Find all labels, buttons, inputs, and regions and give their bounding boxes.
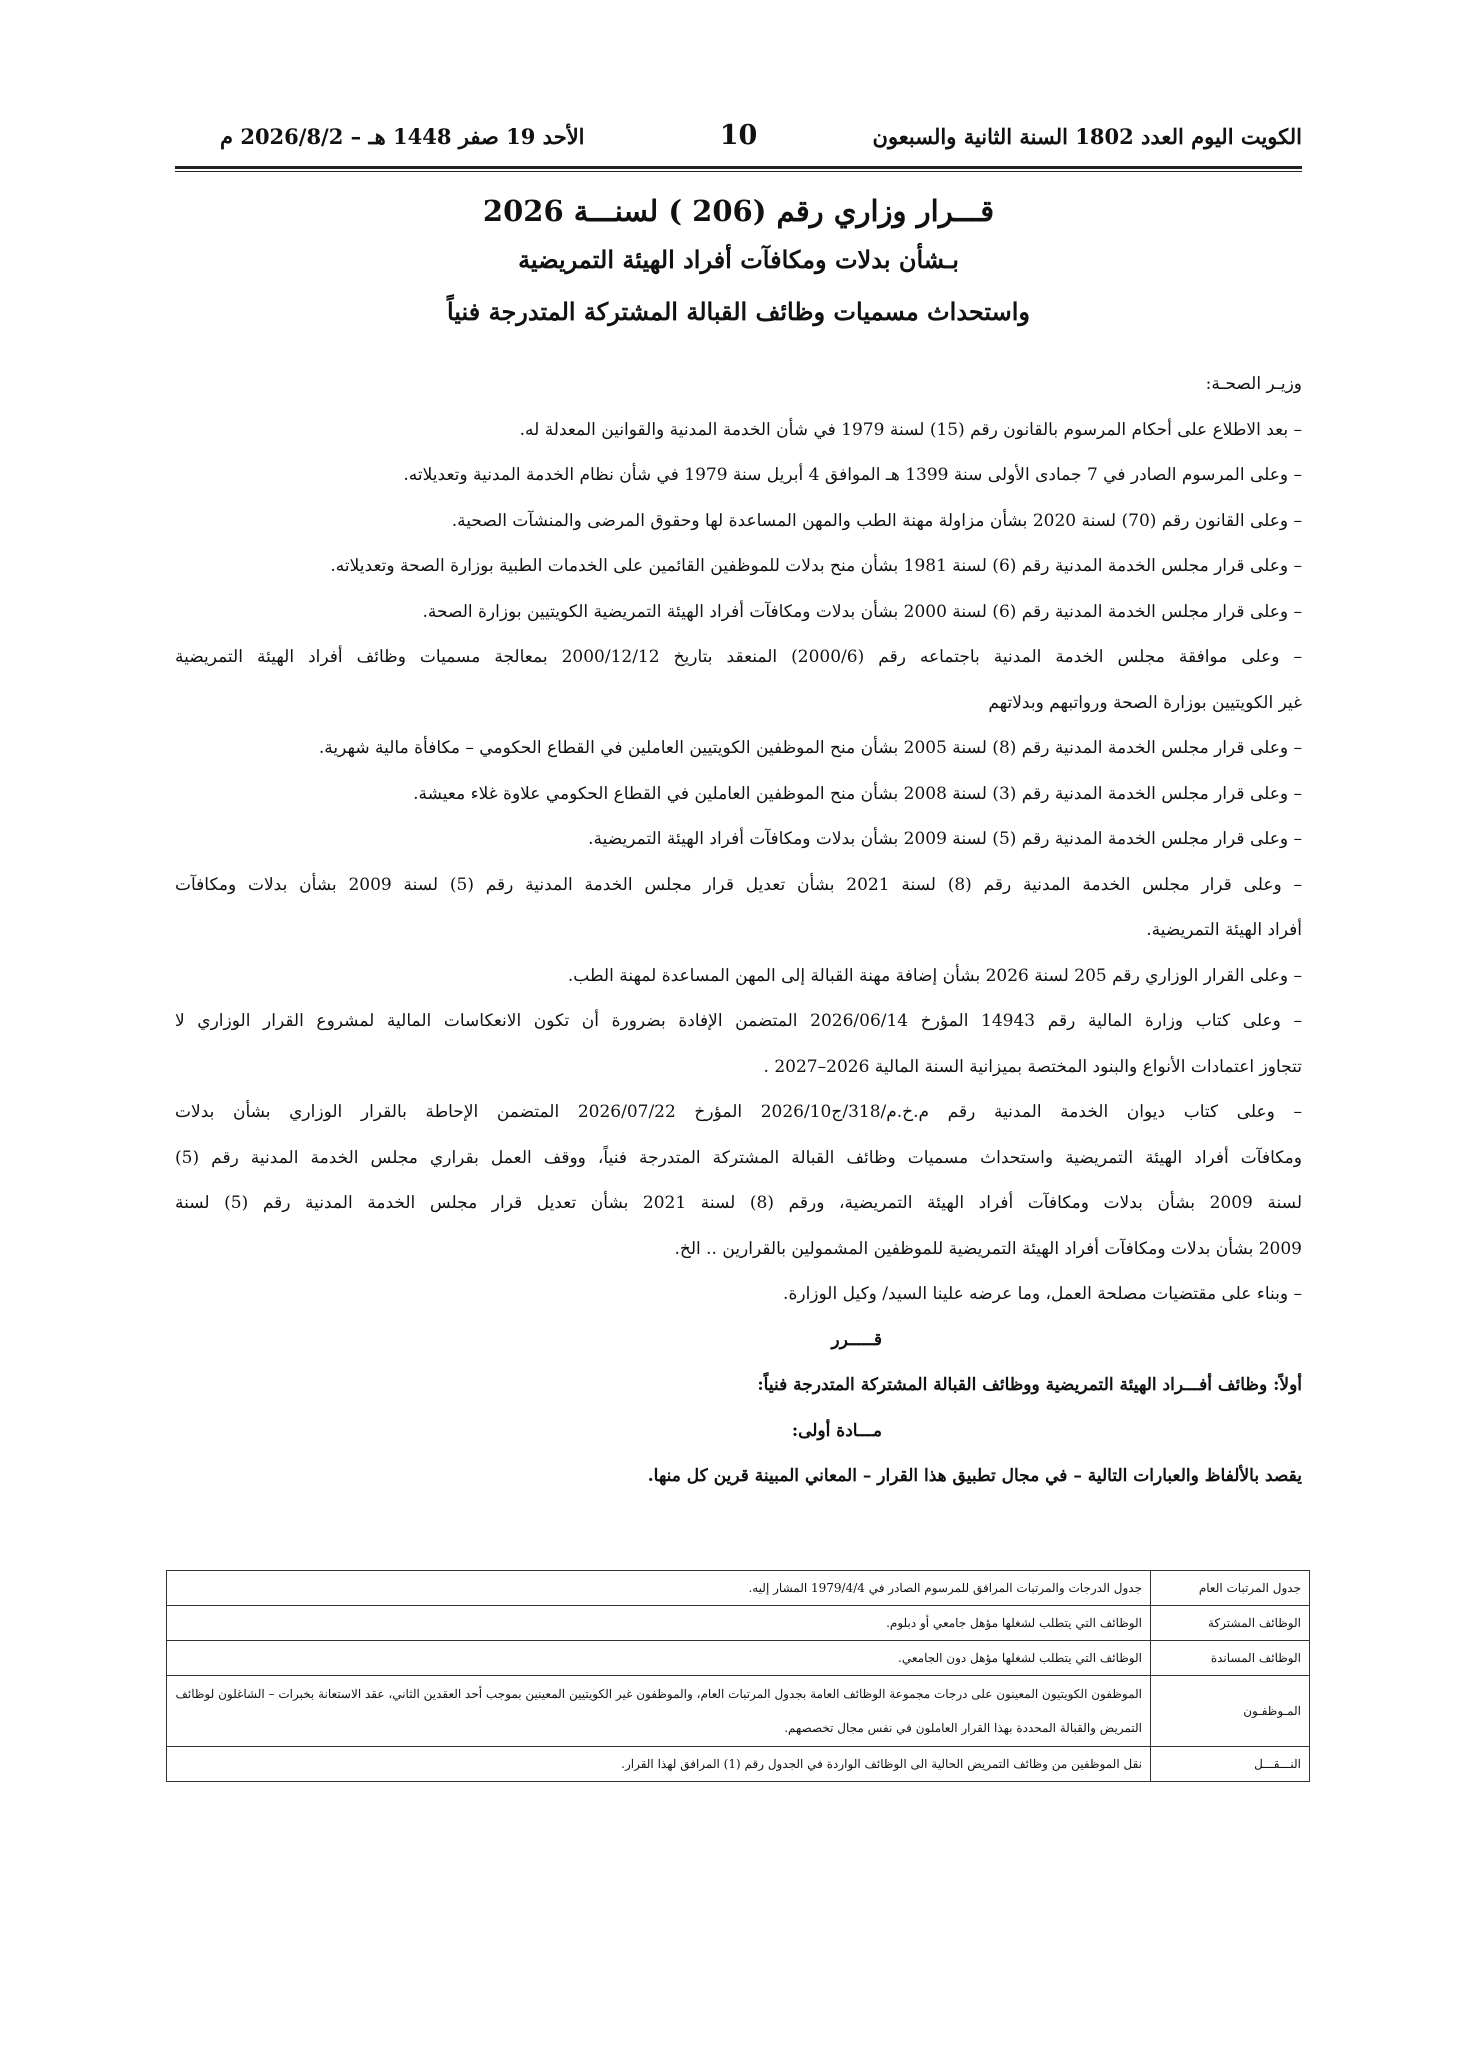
minister-heading: وزيـر الصحـة: [1205,374,1302,394]
header-rule [175,166,1302,169]
table-row [167,1606,1310,1641]
definition-text: الوظائف التي يتطلب لشغلها مؤهل دون الجامعي. [167,1641,1151,1676]
definition-text: جدول الدرجات والمرتبات المرافق للمرسوم الصادر في 1979/4/4 المشار إليه. [167,1571,1151,1606]
recital-line: أفراد الهيئة التمريضية. [1146,920,1302,940]
table-row [167,1641,1310,1676]
table-row [167,1571,1310,1606]
recital-line: – وعلى كتاب وزارة المالية رقم 14943 المؤرخ 2026/06/14 المتضمن الإفادة بضرورة أن تكون الانعكاسات المالية لمشروع القرار الوزاري لا [175,1011,1302,1031]
definition-term: الوظائف المساندة [1151,1641,1310,1676]
article-heading: مـــادة أولى: [791,1420,882,1441]
recital-line: – وعلى قرار مجلس الخدمة المدنية رقم (6) لسنة 2000 بشأن بدلات ومكافآت أفراد الهيئة التمريضية الكويتيين بوزارة الصحة. [422,601,1302,622]
definition-text: نقل الموظفين من وظائف التمريض الحالية الى الوظائف الواردة في الجدول رقم (1) المرافق لهذا القرار. [167,1747,1151,1782]
gazette-issue: الكويت اليوم العدد 1802 السنة الثانية والسبعون [872,124,1302,149]
definition-term: جدول المرتبات العام [1151,1571,1310,1606]
definitions-table [166,1570,1310,1782]
definition-text: الوظائف التي يتطلب لشغلها مؤهل جامعي أو دبلوم. [167,1606,1151,1641]
recital-line: – وعلى القرار الوزاري رقم 205 لسنة 2026 بشأن إضافة مهنة القبالة إلى المهن المساعدة لمهنة الطب. [567,965,1302,986]
recital-line: – وعلى قرار مجلس الخدمة المدنية رقم (6) لسنة 1981 بشأن منح بدلات للموظفين القائمين على الخدمات الطبية بوزارة الصحة وتعديلاته. [330,556,1302,576]
definition-term: الوظائف المشتركة [1151,1606,1310,1641]
recital-line: – وعلى موافقة مجلس الخدمة المدنية باجتماعه رقم (2000/6) المنعقد بتاريخ 2000/12/12 بمعالجة مسميات وظائف أفراد الهيئة التمريضية [175,647,1302,667]
recital-line: 2009 بشأن بدلات ومكافآت أفراد الهيئة التمريضية للموظفين المشمولين بالقرارين .. الخ. [674,1238,1302,1259]
table-row [167,1747,1310,1782]
table-row [167,1676,1310,1747]
definitions-intro: يقصد بالألفاظ والعبارات التالية – في مجال تطبيق هذا القرار – المعاني المبينة قرين كل منها. [647,1466,1302,1486]
issue-date: الأحد 19 صفر 1448 هـ – 2026/8/2 م [220,124,585,149]
decree-title: قـــرار وزاري رقم (206 ) لسنـــة 2026 [482,194,995,228]
recital-line: لسنة 2009 بشأن بدلات ومكافآت أفراد الهيئة التمريضية، ورقم (8) لسنة 2021 بشأن تعديل قرار مجلس الخدمة المدنية رقم (5) لسنة [175,1193,1302,1213]
definition-term: النـــقـــل [1151,1747,1310,1782]
page-header [175,120,1302,160]
decree-body [175,362,1302,1500]
recital-line: – وعلى القانون رقم (70) لسنة 2020 بشأن مزاولة مهنة الطب والمهن المساعدة لها وحقوق المرضى والمنشآت الصحية. [451,510,1302,531]
recital-line: تتجاوز اعتمادات الأنواع والبنود المختصة بميزانية السنة المالية 2026–2027 . [763,1056,1302,1077]
decree-titles [175,188,1302,338]
decree-subject-2: واستحداث مسميات وظائف القبالة المشتركة المتدرجة فنياً [446,297,1031,326]
recital-line: – وعلى المرسوم الصادر في 7 جمادى الأولى سنة 1399 هـ الموافق 4 أبريل سنة 1979 في شأن نظام الخدمة المدنية وتعديلاته. [403,465,1302,485]
decree-subject-1: بـشأن بدلات ومكافآت أفراد الهيئة التمريضية [518,245,959,274]
recital-line: ومكافآت أفراد الهيئة التمريضية واستحداث مسميات وظائف القبالة المشتركة المتدرجة فنياً، ووقف العمل بقراري مجلس الخدمة المدنية رقم (5) [175,1147,1302,1168]
decided-heading: قـــــرر [831,1329,882,1350]
recital-line: – وعلى قرار مجلس الخدمة المدنية رقم (8) لسنة 2021 بشأن تعديل قرار مجلس الخدمة المدنية رقم (5) لسنة 2009 بشأن بدلات ومكافآت [175,874,1302,895]
definition-term: المـوظفـون [1151,1676,1310,1747]
recital-line: غير الكويتيين بوزارة الصحة ورواتبهم وبدلاتهم [988,692,1302,713]
recital-line: – بعد الاطلاع على أحكام المرسوم بالقانون رقم (15) لسنة 1979 في شأن الخدمة المدنية والقوانين المعدلة له. [519,419,1302,440]
definition-text: الموظفون الكويتيون المعينون على درجات مجموعة الوظائف العامة بجدول المرتبات العام، والموظفون غير الكويتيين المعينين بموجب أحد العقدين الثاني، عقد الاستعانة بخبرات – الشاغلون لوظائف التمريض والقبالة المحددة بهذا القرار العاملون في نفس مجال تخصصهم. [167,1676,1151,1747]
page-number: 10 [719,120,758,151]
header-rule-thin [175,171,1302,172]
recital-line: – وعلى قرار مجلس الخدمة المدنية رقم (3) لسنة 2008 بشأن منح الموظفين العاملين في القطاع الحكومي علاوة غلاء معيشة. [413,783,1302,804]
recital-line: – وعلى كتاب ديوان الخدمة المدنية رقم م.خ.م/318/ج2026/10 المؤرخ 2026/07/22 المتضمن الإحاطة بالقرار الوزاري بشأن بدلات [175,1102,1302,1122]
section-heading: أولاً: وظائف أفـــراد الهيئة التمريضية ووظائف القبالة المشتركة المتدرجة فنياً: [757,1375,1302,1395]
recital-line: – وبناء على مقتضيات مصلحة العمل، وما عرضه علينا السيد/ وكيل الوزارة. [783,1284,1302,1304]
recital-line: – وعلى قرار مجلس الخدمة المدنية رقم (8) لسنة 2005 بشأن منح الموظفين الكويتيين العاملين في القطاع الحكومي – مكافأة مالية شهرية. [318,738,1302,758]
recital-line: – وعلى قرار مجلس الخدمة المدنية رقم (5) لسنة 2009 بشأن بدلات ومكافآت أفراد الهيئة التمريضية. [588,829,1302,849]
